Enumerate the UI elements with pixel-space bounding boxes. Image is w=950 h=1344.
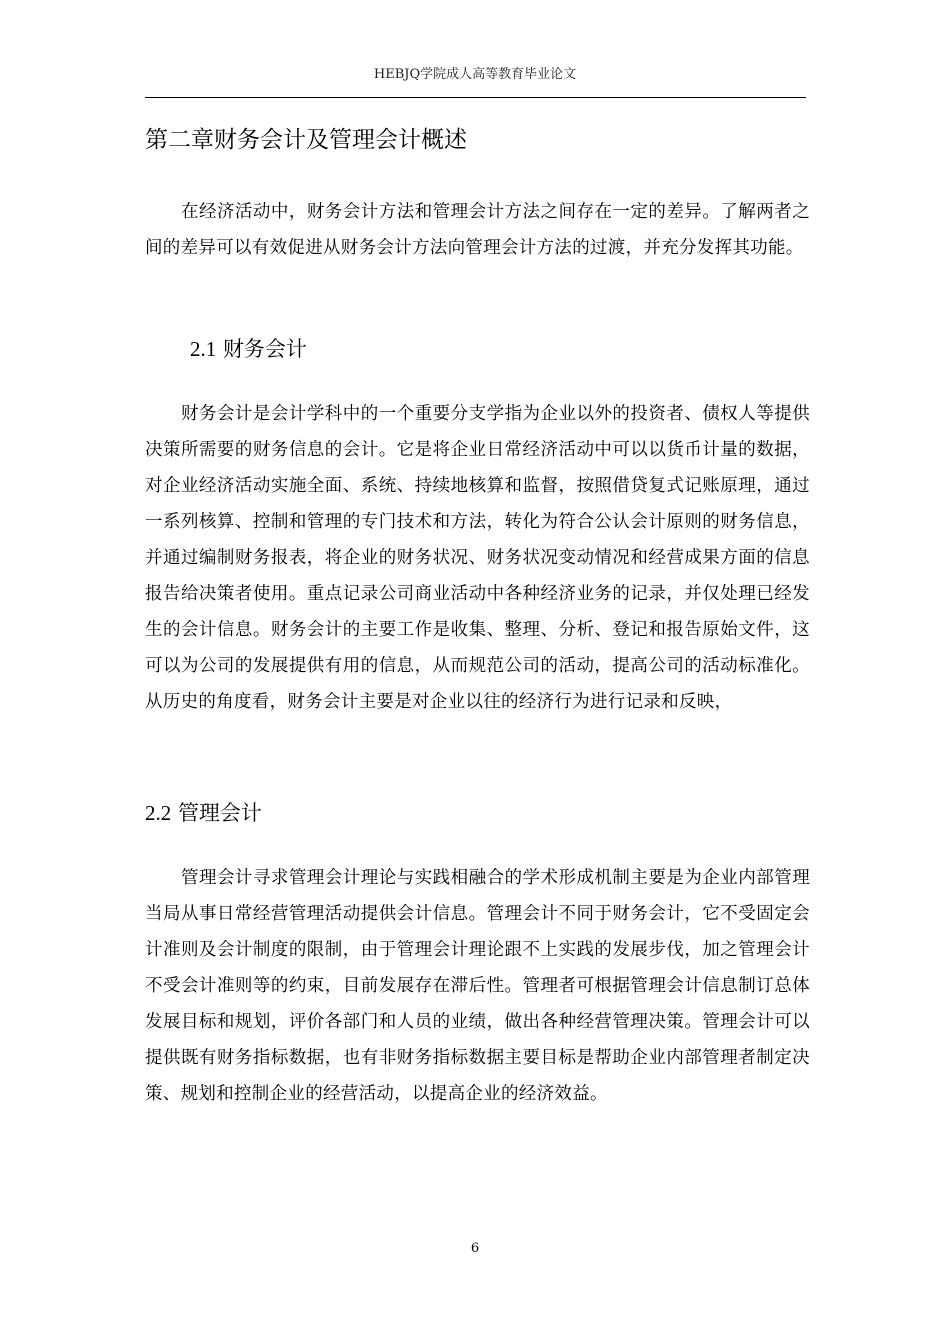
- section-heading-2-1: [190, 333, 307, 365]
- section-title-text: 管理会计: [177, 801, 262, 825]
- section-number: 2.1: [190, 337, 217, 361]
- header-divider: [145, 97, 806, 98]
- section-2-1-paragraph: 财务会计是会计学科中的一个重要分支学指为企业以外的投资者、债权人等提供决策所需要的财务信息的会计。它是将企业日常经济活动中可以以货币计量的数据，对企业经济活动实施全面、系统、持续地核算和监督，按照借贷复式记账原理，通过一系列核算、控制和管理的专门技术和方法，转化为符合公认会计原则的财务信息，并通过编制财务报表，将企业的财务状况、财务状况变动情况和经营成果方面的信息报告给决策者使用。重点记录公司商业活动中各种经济业务的记录，并仅处理已经发生的会计信息。财务会计的主要工作是收集、整理、分析、登记和报告原始文件，这可以为公司的发展提供有用的信息，从而规范公司的活动，提高公司的活动标准化。从历史的角度看，财务会计主要是对企业以往的经济行为进行记录和反映，: [145, 404, 810, 712]
- section-2-2-paragraph: 管理会计寻求管理会计理论与实践相融合的学术形成机制主要是为企业内部管理当局从事日常经营管理活动提供会计信息。管理会计不同于财务会计，它不受固定会计准则及会计制度的限制，由于管理会计理论跟不上实践的发展步伐，加之管理会计不受会计准则等的约束，目前发展存在滞后性。管理者可根据管理会计信息制订总体发展目标和规划，评价各部门和人员的业绩，做出各种经营管理决策。管理会计可以提供既有财务指标数据，也有非财务指标数据主要目标是帮助企业内部管理者制定决策、规划和控制企业的经营活动，以提高企业的经济效益。: [145, 868, 810, 1104]
- page-number: 6: [470, 1241, 480, 1256]
- chapter-title: 第二章财务会计及管理会计概述: [145, 127, 467, 153]
- chapter-intro-paragraph: 在经济活动中，财务会计方法和管理会计方法之间存在一定的差异。了解两者之间的差异可以有效促进从财务会计方法向管理会计方法的过渡，并充分发挥其功能。: [145, 202, 810, 258]
- section-heading-2-2: [145, 797, 262, 829]
- section-title-text: 财务会计: [222, 337, 307, 361]
- section-number: 2.2: [145, 801, 172, 825]
- running-header: HEBJQ学院成人高等教育毕业论文: [373, 67, 577, 82]
